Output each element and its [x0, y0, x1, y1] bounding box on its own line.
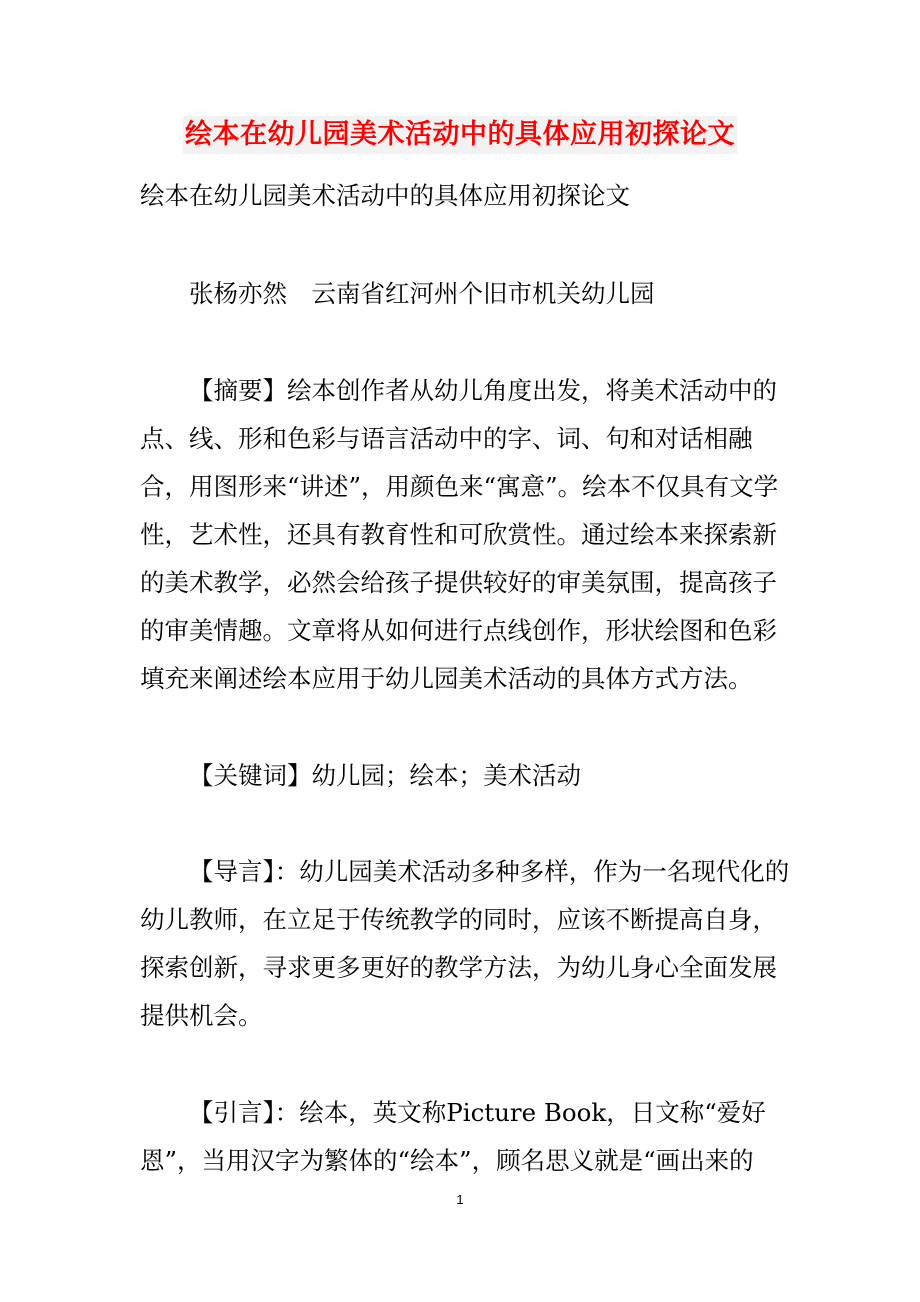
page-number: 1: [456, 1192, 464, 1207]
abstract-paragraph: 【摘要】绘本创作者从幼儿角度出发，将美术活动中的点、线、形和色彩与语言活动中的字、词、句和对话相融合，用图形来“讲述”，用颜色来“寓意”。绘本不仅具有文学性，艺术性，还具有教育性和可欣赏性。通过绘本来探索新的美术教学，必然会给孩子提供较好的审美氛围，提高孩子的审美情趣。文章将从如何进行点线创作，形状绘图和色彩填充来阐述绘本应用于幼儿园美术活动的具体方式方法。: [140, 376, 779, 693]
intro-paragraph: 【引言】：绘本，英文称Picture Book，日文称“爱好恩”，当用汉字为繁体的“绘本”，顾名思义就是“画出来的: [140, 1098, 766, 1175]
guide-paragraph: 【导言】：幼儿园美术活动多种多样，作为一名现代化的幼儿教师，在立足于传统教学的同时，应该不断提高自身，探索创新，寻求更多更好的教学方法，为幼儿身心全面发展提供机会。: [140, 857, 790, 1030]
author-line: 张杨亦然 云南省红河州个旧市机关幼儿园: [189, 279, 655, 308]
document-subtitle: 绘本在幼儿园美术活动中的具体应用初探论文: [140, 181, 630, 210]
title-container: [0, 116, 920, 154]
keywords-paragraph: 【关键词】幼儿园；绘本；美术活动: [189, 761, 581, 790]
document-title: 绘本在幼儿园美术活动中的具体应用初探论文: [183, 116, 737, 154]
